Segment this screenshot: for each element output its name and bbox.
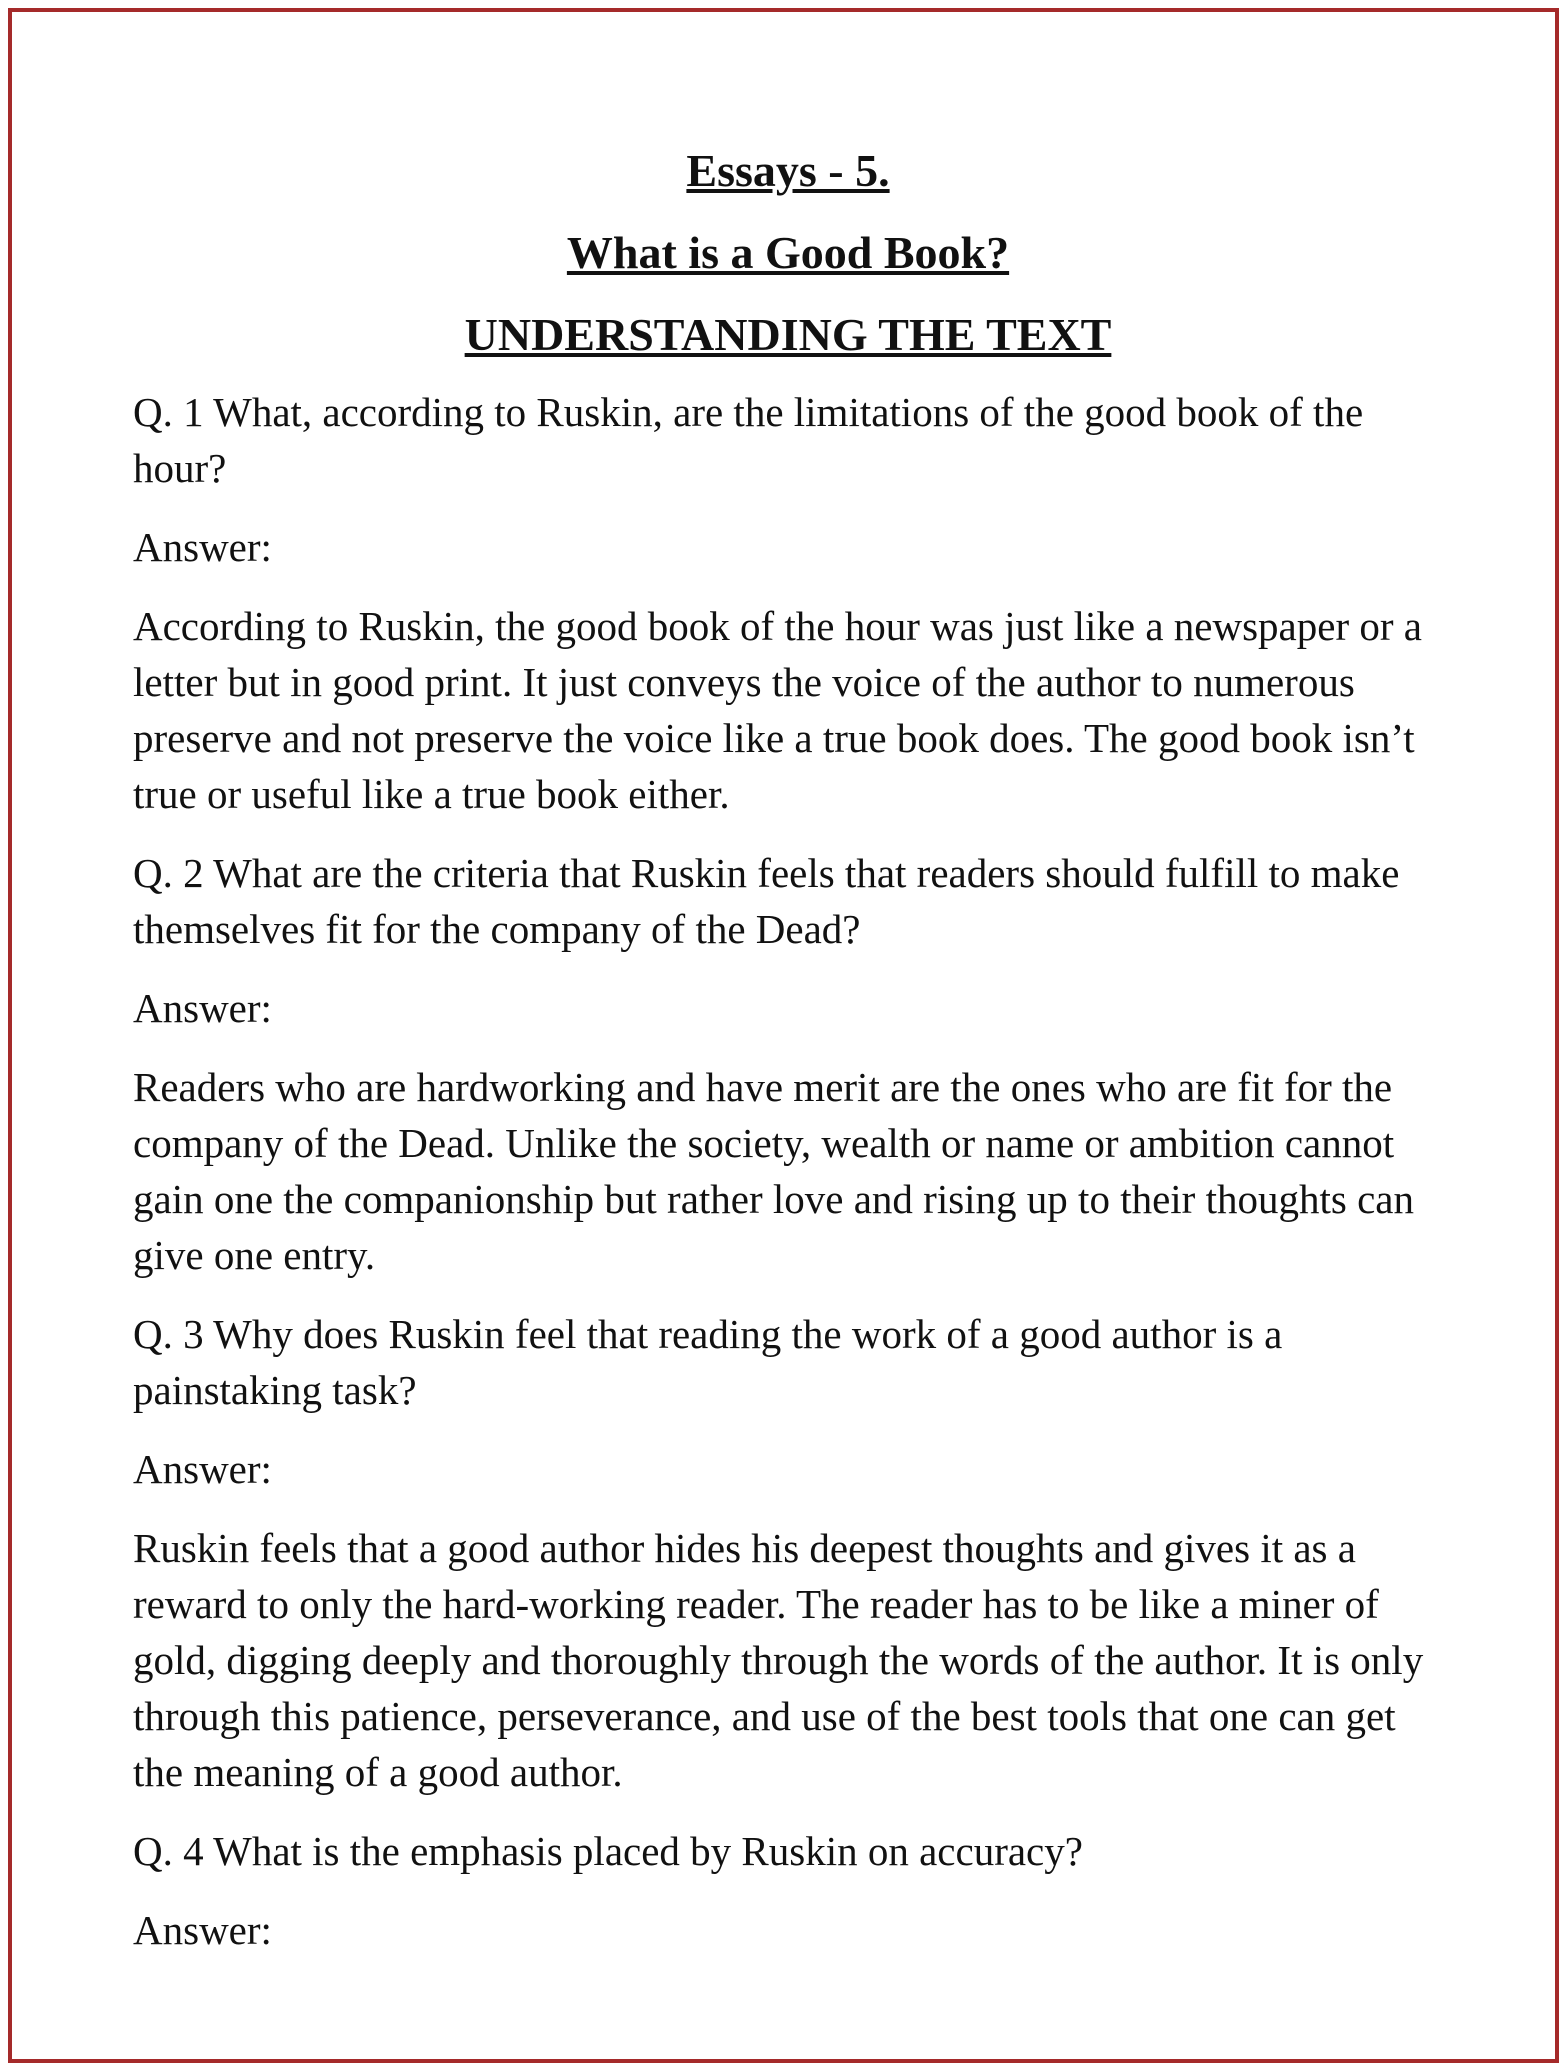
- answer-label: Answer:: [133, 985, 272, 1031]
- essay-number-heading: Essays - 5.: [686, 145, 890, 196]
- answer-label: Answer:: [133, 1907, 272, 1953]
- question-text: Q. 4 What is the emphasis placed by Ruskin on accuracy?: [133, 1828, 1083, 1874]
- qa-item-2: [133, 845, 1443, 1283]
- answer-label: Answer:: [133, 1446, 272, 1492]
- question-text: Q. 3 Why does Ruskin feel that reading the work of a good author is a painstaking task?: [133, 1311, 1283, 1413]
- answer-text: According to Ruskin, the good book of the hour was just like a newspaper or a letter but in good print. It just conveys the voice of the author to numerous preserve and not preserve the voice like a true book does. The good book isn’t true or useful like a true book either.: [133, 603, 1422, 817]
- document-body: [133, 130, 1443, 1981]
- qa-item-3: [133, 1306, 1443, 1800]
- answer-label: Answer:: [133, 524, 272, 570]
- section-title-heading: UNDERSTANDING THE TEXT: [464, 309, 1112, 360]
- answer-text: Ruskin feels that a good author hides his deepest thoughts and gives it as a reward to only the hard-working reader. The reader has to be like a miner of gold, digging deeply and thoroughly through the words of the author. It is only through this patience, perseverance, and use of the best tools that one can get the meaning of a good author.: [133, 1525, 1424, 1795]
- qa-item-1: [133, 384, 1443, 822]
- question-text: Q. 1 What, according to Ruskin, are the limitations of the good book of the hour?: [133, 389, 1364, 491]
- answer-text: Readers who are hardworking and have merit are the ones who are fit for the company of the Dead. Unlike the society, wealth or name or ambition cannot gain one the companionship but rather love and rising up to their thoughts can give one entry.: [133, 1064, 1414, 1278]
- qa-list: [133, 384, 1443, 1958]
- question-text: Q. 2 What are the criteria that Ruskin feels that readers should fulfill to make themselves fit for the company of the Dead?: [133, 850, 1400, 952]
- qa-item-4: [133, 1823, 1443, 1958]
- essay-title-heading: What is a Good Book?: [566, 227, 1010, 278]
